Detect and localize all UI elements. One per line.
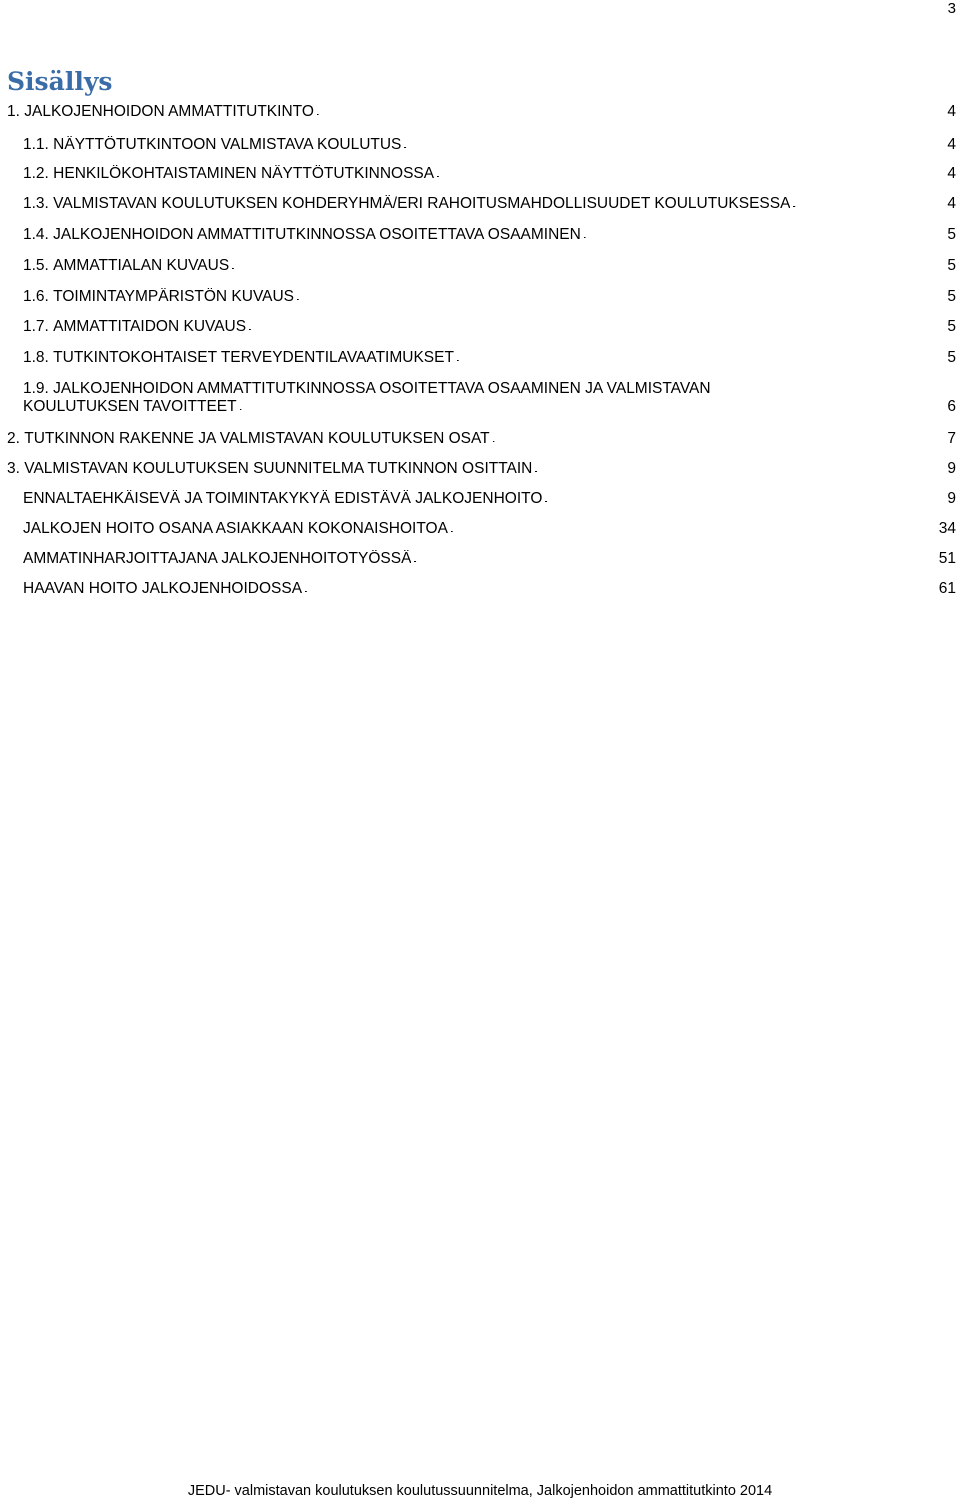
toc-entry-3[interactable] [7, 460, 956, 478]
toc-entry-number: 1.2. [23, 165, 49, 182]
toc-entry-page: 34 [938, 520, 956, 537]
toc-entry-title: ENNALTAEHKÄISEVÄ JA TOIMINTAKYKYÄ EDISTÄVÄ JALKOJENHOITO [23, 490, 543, 507]
toc-entry-page: 5 [947, 318, 956, 335]
toc-entry-page: 4 [947, 195, 956, 212]
dot-leader [545, 490, 944, 508]
toc-entry-title: VALMISTAVAN KOULUTUKSEN KOHDERYHMÄ/ERI RAHOITUSMAHDOLLISUUDET KOULUTUKSESSA [53, 195, 791, 212]
toc-entry-1-6[interactable] [23, 288, 956, 306]
page-number: 3 [947, 0, 956, 17]
toc-entry-page: 5 [947, 349, 956, 366]
dot-leader [249, 318, 944, 336]
toc-entry-title: JALKOJENHOIDON AMMATTITUTKINNOSSA OSOITETTAVA OSAAMINEN JA VALMISTAVAN [53, 380, 711, 397]
toc-entry-2[interactable] [7, 430, 956, 448]
toc-entry-title-continued: KOULUTUKSEN TAVOITTEET [23, 398, 237, 415]
toc-entry-page: 5 [947, 257, 956, 274]
toc-entry-1-4[interactable] [23, 226, 956, 244]
dot-leader [305, 580, 936, 598]
dot-leader [414, 550, 935, 568]
dot-leader [451, 520, 936, 538]
dot-leader [584, 226, 945, 244]
dot-leader [404, 136, 944, 154]
toc-entry-number: 1.5. [23, 257, 49, 274]
toc-entry-1-2[interactable] [23, 165, 956, 183]
toc-heading: Sisällys [7, 67, 113, 96]
toc-entry-title: JALKOJENHOIDON AMMATTITUTKINTO [24, 103, 314, 120]
toc-entry-1[interactable] [7, 103, 956, 121]
dot-leader [240, 398, 945, 416]
toc-entry-1-1[interactable] [23, 136, 956, 154]
toc-entry-title: HENKILÖKOHTAISTAMINEN NÄYTTÖTUTKINNOSSA [53, 165, 435, 182]
toc-entry-title-line2 [23, 398, 956, 416]
toc-entry-title: TOIMINTAYMPÄRISTÖN KUVAUS [53, 288, 295, 305]
toc-entry-number: 1.8. [23, 349, 49, 366]
toc-entry-title: AMMATINHARJOITTAJANA JALKOJENHOITOTYÖSSÄ [23, 550, 412, 567]
toc-entry-number: 1. [7, 103, 20, 120]
toc-entry-number: 1.9. [23, 380, 49, 397]
toc-entry-title: TUTKINTOKOHTAISET TERVEYDENTILAVAATIMUKSET [53, 349, 454, 366]
toc-entry-page: 5 [947, 288, 956, 305]
toc-entry-number: 3. [7, 460, 20, 477]
toc-entry-page: 6 [947, 398, 956, 415]
toc-entry-title: NÄYTTÖTUTKINTOON VALMISTAVA KOULUTUS [53, 136, 402, 153]
toc-entry-number: 1.1. [23, 136, 49, 153]
toc-entry-1-5[interactable] [23, 257, 956, 275]
toc-entry-jalkojen-hoito[interactable] [23, 520, 956, 538]
toc-entry-title: TUTKINNON RAKENNE JA VALMISTAVAN KOULUTUKSEN OSAT [24, 430, 490, 447]
toc-entry-page: 4 [947, 165, 956, 182]
toc-entry-title: JALKOJEN HOITO OSANA ASIAKKAAN KOKONAISHOITOA [23, 520, 448, 537]
toc-entry-1-7[interactable] [23, 318, 956, 336]
toc-entry-title: HAAVAN HOITO JALKOJENHOIDOSSA [23, 580, 303, 597]
dot-leader [317, 103, 944, 121]
toc-entry-1-9[interactable] [23, 380, 956, 416]
toc-entry-1-3[interactable] [23, 195, 956, 213]
toc-entry-title: AMMATTIALAN KUVAUS [53, 257, 230, 274]
dot-leader [457, 349, 944, 367]
toc-entry-ammatinharjoittajana[interactable] [23, 550, 956, 568]
toc-entry-number: 2. [7, 430, 20, 447]
toc-entry-haavan-hoito[interactable] [23, 580, 956, 598]
toc-entry-page: 61 [938, 580, 956, 597]
toc-entry-number: 1.3. [23, 195, 49, 212]
dot-leader [437, 165, 944, 183]
toc-entry-number: 1.4. [23, 226, 49, 243]
toc-entry-page: 9 [947, 490, 956, 507]
toc-entry-title-line1 [23, 380, 956, 398]
toc-entry-page: 9 [947, 460, 956, 477]
toc-entry-page: 5 [947, 226, 956, 243]
dot-leader [493, 430, 945, 448]
toc-entry-number: 1.7. [23, 318, 49, 335]
page-footer: JEDU- valmistavan koulutuksen koulutussuunnitelma, Jalkojenhoidon ammattitutkinto 2014 [187, 1483, 773, 1499]
dot-leader [232, 257, 944, 275]
toc-entry-title: AMMATTITAIDON KUVAUS [53, 318, 247, 335]
toc-entry-page: 4 [947, 103, 956, 120]
dot-leader [297, 288, 944, 306]
toc-entry-page: 7 [947, 430, 956, 447]
toc-entry-title: JALKOJENHOIDON AMMATTITUTKINNOSSA OSOITETTAVA OSAAMINEN [53, 226, 581, 243]
dot-leader [793, 195, 944, 213]
toc-entry-ennaltaehkaiseva[interactable] [23, 490, 956, 508]
toc-entry-page: 51 [938, 550, 956, 567]
toc-entry-number: 1.6. [23, 288, 49, 305]
toc-entry-1-8[interactable] [23, 349, 956, 367]
dot-leader [535, 460, 944, 478]
toc-entry-title: VALMISTAVAN KOULUTUKSEN SUUNNITELMA TUTKINNON OSITTAIN [24, 460, 533, 477]
toc-entry-page: 4 [947, 136, 956, 153]
